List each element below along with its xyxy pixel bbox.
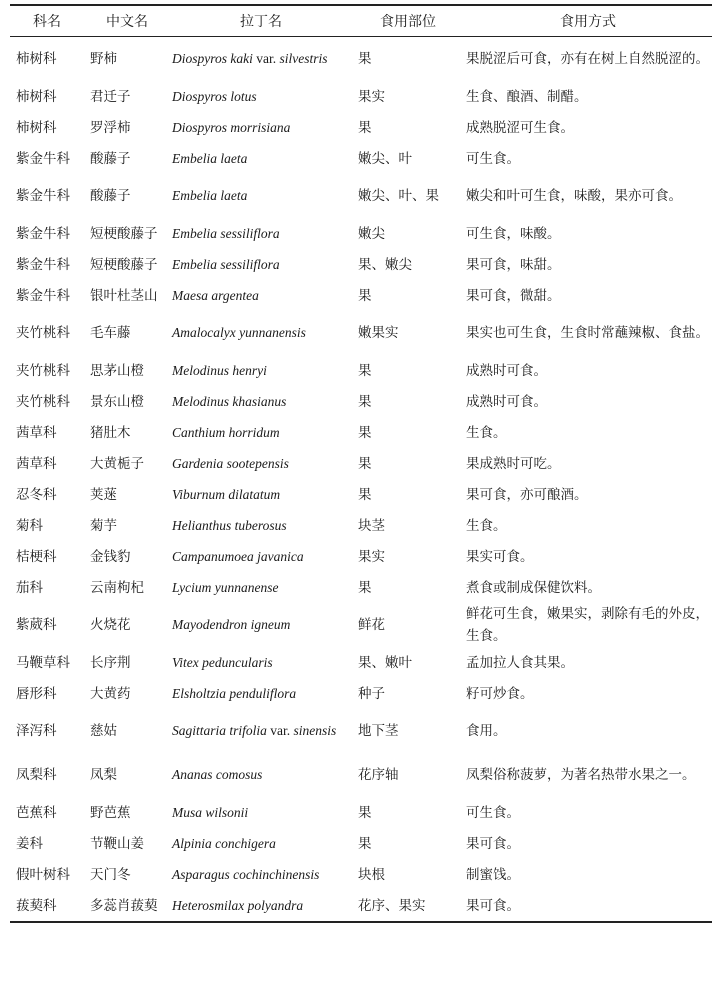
cell-edible-part: 果、嫩尖 <box>358 256 412 273</box>
cell-edible-method: 果可食。 <box>466 835 520 852</box>
cell-edible-part: 地下茎 <box>358 723 399 739</box>
cell-latin-name <box>170 143 352 174</box>
table-row <box>10 218 712 249</box>
cell-chinese-name: 野芭蕉 <box>90 804 131 821</box>
cell-family: 芭蕉科 <box>16 804 57 821</box>
cell-edible-part: 花序、果实 <box>358 897 426 914</box>
latin-italic-part: Campanumoea javanica <box>172 548 304 564</box>
table-row <box>10 112 712 143</box>
cell-latin-name <box>170 709 352 753</box>
latin-italic-part: Asparagus cochinchinensis <box>172 866 320 882</box>
cell-latin-name <box>170 541 352 572</box>
latin-italic-part: silvestris <box>279 51 328 66</box>
cell-edible-part: 块根 <box>358 866 385 883</box>
latin-italic-part: Canthium horridum <box>172 424 280 440</box>
cell-chinese-name: 大黄药 <box>90 685 131 702</box>
cell-edible-method: 成熟时可食。 <box>466 362 547 379</box>
cell-chinese-name: 火烧花 <box>90 617 131 633</box>
cell-edible-method: 籽可炒食。 <box>466 685 534 702</box>
latin-rank-part: var. <box>252 51 280 66</box>
cell-edible-method: 果成熟时可吃。 <box>466 455 561 472</box>
cell-edible-part: 果实 <box>358 548 385 565</box>
cell-family: 柿树科 <box>16 88 57 105</box>
cell-edible-part: 果 <box>358 362 372 379</box>
cell-latin-name <box>170 647 352 678</box>
cell-family: 茜草科 <box>16 455 57 472</box>
cell-edible-part: 块茎 <box>358 517 385 534</box>
cell-family: 菊科 <box>16 517 43 534</box>
cell-latin-name <box>170 417 352 448</box>
latin-italic-part: Melodinus khasianus <box>172 393 287 409</box>
cell-family: 紫金牛科 <box>16 287 70 304</box>
cell-edible-method: 孟加拉人食其果。 <box>466 654 574 671</box>
cell-family: 桔梗科 <box>16 548 57 565</box>
latin-italic-part: Helianthus tuberosus <box>172 517 287 533</box>
table-row <box>10 890 712 922</box>
cell-chinese-name: 金钱豹 <box>90 548 131 565</box>
table-row <box>10 479 712 510</box>
table-row <box>10 859 712 890</box>
cell-edible-part: 嫩尖、叶、果 <box>358 188 439 204</box>
cell-family: 忍冬科 <box>16 486 57 503</box>
cell-edible-method: 食用。 <box>466 723 507 739</box>
table-row <box>10 753 712 797</box>
cell-chinese-name: 凤梨 <box>90 767 117 783</box>
latin-italic-part: Elsholtzia penduliflora <box>172 685 297 701</box>
cell-family: 姜科 <box>16 835 43 852</box>
cell-chinese-name: 多蕊肖菝葜 <box>90 897 158 914</box>
cell-edible-method: 凤梨俗称菠萝，为著名热带水果之一。 <box>466 767 696 783</box>
latin-italic-part: Embelia sessiliflora <box>172 225 280 241</box>
latin-italic-part: sinensis <box>293 723 337 738</box>
cell-edible-part: 果 <box>358 835 372 852</box>
header-edible-part: 食用部位 <box>380 14 436 30</box>
table-row <box>10 37 712 82</box>
cell-chinese-name: 银叶杜茎山 <box>90 287 158 304</box>
table-row <box>10 828 712 859</box>
cell-latin-name <box>170 37 352 82</box>
table-row <box>10 355 712 386</box>
cell-latin-name <box>170 828 352 859</box>
cell-chinese-name: 慈姑 <box>90 723 117 739</box>
edible-plants-table <box>10 4 712 923</box>
latin-italic-part: Embelia sessiliflora <box>172 256 280 272</box>
header-edible-method: 食用方式 <box>560 14 616 30</box>
latin-italic-part: Alpinia conchigera <box>172 835 276 851</box>
cell-chinese-name: 大黄栀子 <box>90 455 144 472</box>
cell-family: 柿树科 <box>16 51 57 67</box>
cell-latin-name <box>170 280 352 311</box>
table-row <box>10 678 712 709</box>
latin-italic-part: Embelia laeta <box>172 150 248 166</box>
cell-edible-method: 果可食，微甜。 <box>466 287 561 304</box>
cell-chinese-name: 罗浮柿 <box>90 119 131 136</box>
latin-italic-part: Mayodendron igneum <box>172 617 291 632</box>
header-row <box>10 5 712 37</box>
table-row <box>10 709 712 753</box>
cell-chinese-name: 景东山橙 <box>90 393 144 410</box>
latin-italic-part: Lycium yunnanense <box>172 579 279 595</box>
latin-italic-part: Embelia laeta <box>172 188 248 203</box>
table-row <box>10 81 712 112</box>
cell-latin-name <box>170 678 352 709</box>
table-row <box>10 797 712 828</box>
cell-family: 柿树科 <box>16 119 57 136</box>
cell-family: 夹竹桃科 <box>16 393 70 410</box>
cell-family: 夹竹桃科 <box>16 362 70 379</box>
cell-edible-method: 果实也可生食，生食时常蘸辣椒、食盐。 <box>466 325 709 341</box>
table-row <box>10 143 712 174</box>
cell-edible-part: 嫩尖、叶 <box>358 150 412 167</box>
cell-latin-name <box>170 479 352 510</box>
cell-latin-name <box>170 510 352 541</box>
latin-italic-part: Ananas comosus <box>172 767 263 782</box>
cell-family: 紫金牛科 <box>16 188 70 204</box>
cell-family: 马鞭草科 <box>16 654 70 671</box>
cell-latin-name <box>170 386 352 417</box>
cell-edible-part: 种子 <box>358 685 385 702</box>
cell-chinese-name: 菊芋 <box>90 517 117 534</box>
cell-edible-part: 果 <box>358 804 372 821</box>
cell-family: 凤梨科 <box>16 767 57 783</box>
cell-edible-part: 果实 <box>358 88 385 105</box>
table-row <box>10 311 712 355</box>
cell-edible-part: 果 <box>358 287 372 304</box>
cell-edible-part: 果 <box>358 51 372 67</box>
table-row <box>10 386 712 417</box>
cell-edible-method: 嫩尖和叶可生食，味酸，果亦可食。 <box>466 188 682 204</box>
cell-edible-part: 果 <box>358 579 372 596</box>
latin-italic-part: Amalocalyx yunnanensis <box>172 325 306 340</box>
cell-latin-name <box>170 859 352 890</box>
latin-italic-part: Melodinus henryi <box>172 362 267 378</box>
cell-family: 假叶树科 <box>16 866 70 883</box>
latin-italic-part: Diospyros kaki <box>172 51 253 66</box>
latin-italic-part: Maesa argentea <box>172 287 259 303</box>
cell-chinese-name: 长序荆 <box>90 654 131 671</box>
cell-edible-method: 可生食。 <box>466 150 520 167</box>
cell-latin-name <box>170 112 352 143</box>
cell-latin-name <box>170 249 352 280</box>
cell-family: 唇形科 <box>16 685 57 702</box>
cell-chinese-name: 毛车藤 <box>90 325 131 341</box>
table-row <box>10 280 712 311</box>
cell-chinese-name: 思茅山橙 <box>90 362 144 379</box>
latin-italic-part: Diospyros lotus <box>172 88 257 104</box>
cell-latin-name <box>170 311 352 355</box>
cell-chinese-name: 云南枸杞 <box>90 579 144 596</box>
cell-family: 茄科 <box>16 579 43 596</box>
cell-edible-method: 生食、酿酒、制醋。 <box>466 88 588 105</box>
latin-italic-part: Vitex peduncularis <box>172 654 273 670</box>
cell-edible-method: 可生食，味酸。 <box>466 225 561 242</box>
cell-edible-method: 生食。 <box>466 424 507 441</box>
table-row <box>10 541 712 572</box>
cell-family: 菝葜科 <box>16 897 57 914</box>
cell-edible-method: 制蜜饯。 <box>466 866 520 883</box>
table-row <box>10 249 712 280</box>
cell-edible-part: 果 <box>358 424 372 441</box>
table-row <box>10 510 712 541</box>
cell-latin-name <box>170 355 352 386</box>
cell-edible-part: 果、嫩叶 <box>358 654 412 671</box>
cell-edible-method: 生食。 <box>466 517 507 534</box>
cell-family: 紫金牛科 <box>16 256 70 273</box>
latin-rank-part: var. <box>266 723 294 738</box>
table-row <box>10 603 712 647</box>
cell-edible-part: 花序轴 <box>358 767 399 783</box>
cell-edible-part: 果 <box>358 486 372 503</box>
cell-edible-method: 果可食，味甜。 <box>466 256 561 273</box>
table-body <box>10 37 712 923</box>
header-latin-name: 拉丁名 <box>240 14 282 30</box>
cell-latin-name <box>170 797 352 828</box>
cell-edible-part: 果 <box>358 119 372 136</box>
cell-edible-method: 鲜花可生食，嫩果实，剥除有毛的外皮，生食。 <box>466 606 709 644</box>
cell-family: 紫葳科 <box>16 617 57 633</box>
cell-family: 夹竹桃科 <box>16 325 70 341</box>
header-family: 科名 <box>33 14 61 30</box>
table-row <box>10 448 712 479</box>
cell-family: 紫金牛科 <box>16 150 70 167</box>
cell-edible-method: 成熟脱涩可生食。 <box>466 119 574 136</box>
cell-edible-part: 嫩果实 <box>358 325 399 341</box>
latin-italic-part: Viburnum dilatatum <box>172 486 281 502</box>
cell-latin-name <box>170 890 352 922</box>
cell-family: 泽泻科 <box>16 723 57 739</box>
cell-latin-name <box>170 603 352 647</box>
cell-edible-method: 果可食，亦可酿酒。 <box>466 486 588 503</box>
cell-edible-part: 果 <box>358 455 372 472</box>
cell-chinese-name: 天门冬 <box>90 866 131 883</box>
cell-edible-method: 成熟时可食。 <box>466 393 547 410</box>
cell-chinese-name: 猪肚木 <box>90 424 131 441</box>
cell-chinese-name: 野柿 <box>90 51 117 67</box>
cell-edible-method: 果脱涩后可食，亦有在树上自然脱涩的。 <box>466 51 709 67</box>
cell-edible-part: 嫩尖 <box>358 225 385 242</box>
table-row <box>10 647 712 678</box>
latin-italic-part: Gardenia sootepensis <box>172 455 289 471</box>
table-row <box>10 174 712 218</box>
table-row <box>10 572 712 603</box>
cell-chinese-name: 短梗酸藤子 <box>90 256 158 273</box>
cell-latin-name <box>170 218 352 249</box>
cell-edible-part: 鲜花 <box>358 617 385 633</box>
latin-italic-part: Musa wilsonii <box>172 804 249 820</box>
cell-latin-name <box>170 448 352 479</box>
cell-latin-name <box>170 572 352 603</box>
table-row <box>10 417 712 448</box>
latin-italic-part: Sagittaria trifolia <box>172 723 267 738</box>
cell-edible-method: 可生食。 <box>466 804 520 821</box>
cell-latin-name <box>170 81 352 112</box>
cell-chinese-name: 酸藤子 <box>90 150 131 167</box>
cell-chinese-name: 节鞭山姜 <box>90 835 144 852</box>
latin-italic-part: Diospyros morrisiana <box>172 119 291 135</box>
cell-edible-part: 果 <box>358 393 372 410</box>
cell-family: 茜草科 <box>16 424 57 441</box>
cell-edible-method: 果实可食。 <box>466 548 534 565</box>
cell-chinese-name: 荚蒾 <box>90 486 117 503</box>
cell-family: 紫金牛科 <box>16 225 70 242</box>
cell-chinese-name: 君迁子 <box>90 88 131 105</box>
cell-latin-name <box>170 174 352 218</box>
cell-edible-method: 煮食或制成保健饮料。 <box>466 579 601 596</box>
cell-latin-name <box>170 753 352 797</box>
latin-italic-part: Heterosmilax polyandra <box>172 897 304 913</box>
cell-edible-method: 果可食。 <box>466 897 520 914</box>
table-header <box>10 5 712 37</box>
cell-chinese-name: 酸藤子 <box>90 188 131 204</box>
cell-chinese-name: 短梗酸藤子 <box>90 225 158 242</box>
header-chinese-name: 中文名 <box>106 14 148 30</box>
